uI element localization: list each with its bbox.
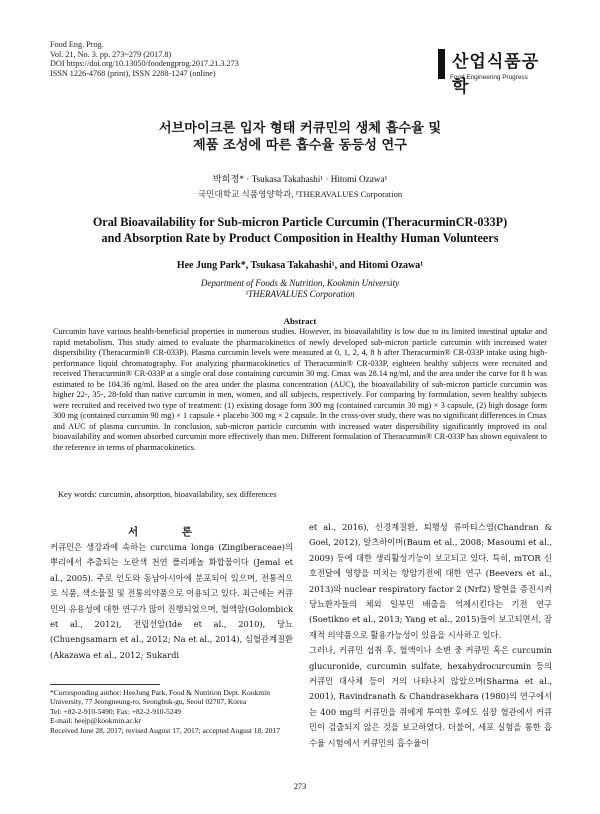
footnote: *Corresponding author: HeeJung Park, Food & Nutrition Dept. Kookmin University, 77 Jeongneung-ro, Seongbuk-gu, Seoul 02707, Korea Tel: +82-2-910-5490; Fax: +82-2-910-5249 E-mail: heejp@kookmin.ac.kr Received June 28, 2017; revised August 17, 2017; accepted August 18, 2017 [50,688,280,735]
page-number: 273 [293,782,307,791]
section-heading-introduction: 서 론 [128,526,212,538]
issn: ISSN 1226-4768 (print), ISSN 2288-1247 (online) [50,68,216,78]
authors-english: Hee Jung Park*, Tsukasa Takahashi¹, and Hitomi Ozawa¹ [176,260,424,271]
logo-english: Food Engineering Progress [450,74,528,81]
abstract-heading: Abstract [283,316,317,326]
body-column-left: 커큐민은 생강과에 속하는 curcuma longa (Zingiberaceae)의 뿌리에서 추출되는 노란색 천연 폴리페놀 화합물이다 (Jemal et al., 2005). 주로 인도와 동남아시아에 분포되어 있으며, 전통적으로 식품, 색소물질 및 전통의약품으로 이용되고 있다. 최근에는 커큐민의 유용성에 대한 연구가 많이 진행되었으며, 혈액암(Golombick et al., 2012), 전립선암(Ide et al., 2010), 당뇨(Chuengsamarn et al., 2012; Na et al., 2014), 심혈관계질환(Akazawa et al., 2012; Sukardi [50,542,293,660]
journal-header [50,40,239,78]
abstract-body: Curcumin have various health-beneficial properties in numerous studies. However, its bioavailability is low due to its limited intestinal uptake and rapid metabolism. This study aimed to evaluate the pharmacokinetics of newly developed sub-micron particle curcumin with increased water dispersibility (Theracurmin® CR-033P). Plasma curcumin levels were measured at 0, 1, 2, 4, 8 h after Theracurmin® CR-033P intake using high-performance liquid chromatography. For analyzing pharmacokinetics of Theracurmin® CR-033P, eighteen healthy subjects were recruited and received Theracurmin® CR-033P at a single oral dose containing curcumin 30 mg. Cmax was 28.14 ng/ml, and the area under the curve for 8 h was estimated to be 104.36 ng/ml. Based on the area under the plasma concentration (AUC), the bioavailability of sub-micron particle curcumin was higher 22-, 35-, 28-fold than native curcumin in men, women, and all subjects, respectively. For comparing by formulation, seven healthy subjects were recruited and received two type of treatment: (1) existing dosage form 300 mg (contained curcumin 30 mg) × 3 capsule, (2) high dosage form 300 mg (contained curcumin 90 mg) × 1 capsule + placebo 300 mg × 2 capsule. In the cross-over study, there was no significant differences in Cmax and AUC of plasma curcumin. In conclusion, sub-micron particle curcumin with increased water dispersibility significantly improved its oral bioavailability and women absorbed curcumin more effectively than men. Different formulation of Theracurmin® CR-033P has shown equivalent to the reference in terms of pharmacokinetics. [53,327,547,453]
volume-info: Vol. 21, No. 3. pp. 273~279 (2017.8) [50,49,172,59]
logo-korean: 산업식품공학 [452,52,540,97]
footnote-divider [50,684,160,685]
keywords: Key words: curcumin, absorption, bioavailability, sex differences [58,490,277,499]
title-korean: 서브마이크론 입자 형태 커큐민의 생체 흡수율 및 제품 조성에 따른 흡수율 동등성 연구 [158,121,442,153]
body-column-right: et al., 2016), 신경계질환, 퇴행성 류마티스염(Chandran & Goel, 2012), 알츠하이머(Baum et al., 2008; Masoumi et al., 2009) 등에 대한 생리활성기능이 보고되고 있다. 특히, mTOR 신호전달에 영향을 미치는 항암기전에 대한 연구 (Beevers et al., 2013)와 nuclear respiratory factor 2 (Nrf2) 발현을 증진시켜 당뇨환자들의 체외 일부민 배출을 억제시킨다는 기전 연구(Soetikno et al., 2013; Yang et al., 2015)들이 보고되면서, 잠재적 의약품으로 활용가능성이 있음을 시사하고 있다. 그러나, 커큐민 섭취 후, 혈액이나 소변 중 커큐민 혹은 curcumin glucuronide, curcumin sulfate, hexahydrocurcumin 등의 커큐민 대사체 등이 거의 나타나지 않았으며(Sharma et al., 2001), Ravindranath & Chandrasekhara (1980)의 연구에서는 400 mg의 커큐민을 쥐에게 투여한 후에도 심장 혈관에서 커큐민이 검출되지 않은 것을 보고하였다. 더불어, 세포 실험을 통한 흡수율 시험에서 커큐민의 흡수율이 [309,522,552,748]
journal-name: Food Eng. Prog. [50,40,104,49]
logo-mark [438,49,445,79]
affiliation-korean: 국민대학교 식품영양학과, ¹THERAVALUES Corporation [197,189,403,199]
authors-korean: 박희정* · Tsukasa Takahashi¹ · Hitomi Ozawa¹ [212,174,388,184]
affiliation-english: Department of Foods & Nutrition, Kookmin University ¹THERAVALUES Corporation [200,278,400,299]
journal-logo [438,47,550,97]
doi: DOI https://doi.org/10.13050/foodengprog.2017.21.3.273 [50,59,239,69]
title-english: Oral Bioavailability for Sub-micron Particle Curcumin (TheracurminCR-033P) and Absorption Rate by Product Composition in Healthy Human Volunteers [92,215,508,245]
